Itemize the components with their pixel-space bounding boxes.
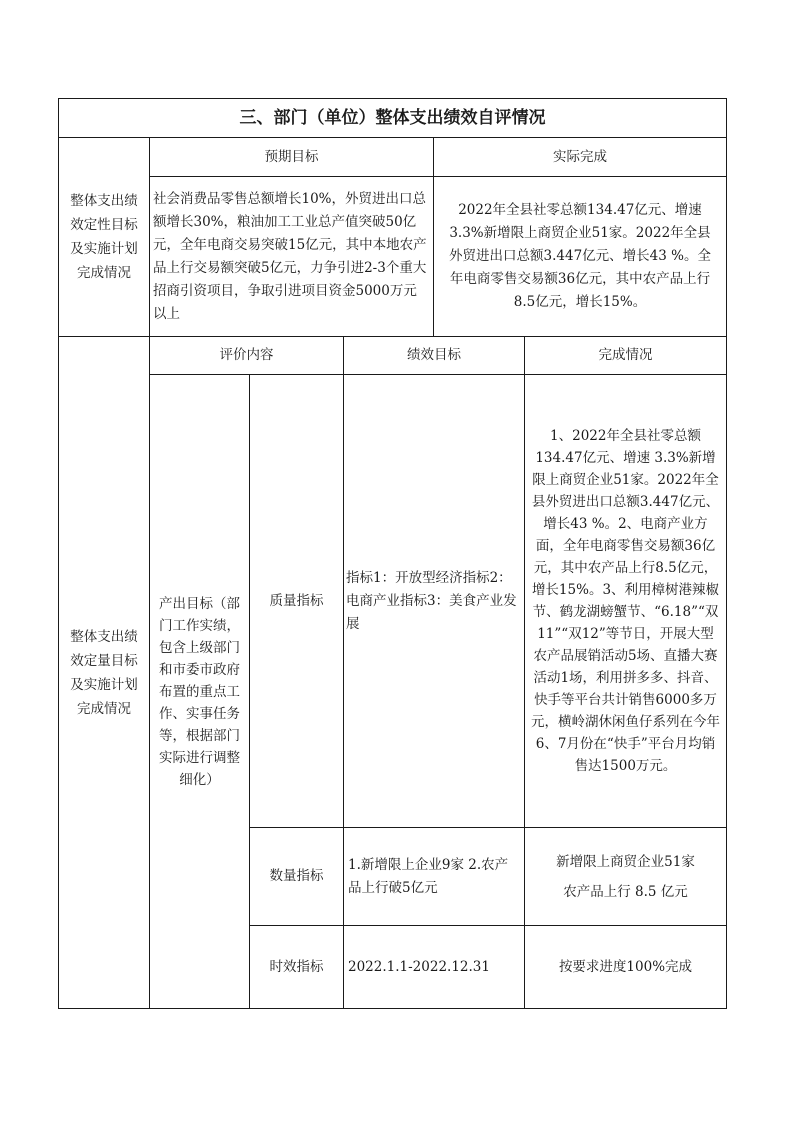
qualitative-row-label: 整体支出绩效定性目标及实施计划完成情况 <box>70 193 138 281</box>
quantity-indicator-target: 1.新增限上企业9家 2.农产品上行破5亿元 <box>348 856 509 896</box>
quantity-indicator-result <box>525 828 726 925</box>
actual-completion-text: 2022年全县社零总额134.47亿元、增速3.3%新增限上商贸企业51家。2022年全县外贸进出口总额3.447亿元、增长43 %。全年电商零售交易额36亿元，其中农产品上行8.5亿元，增长15%。 <box>449 202 711 310</box>
evaluation-content-header: 评价内容 <box>219 347 274 363</box>
expected-goal-header: 预期目标 <box>264 148 319 165</box>
output-goal-label: 产出目标（部门工作实绩，包含上级部门和市委市政府布置的重点工作、实事任务等，根据部门实际进行调整细化） <box>159 595 240 788</box>
quality-indicator-target: 指标1：开放型经济指标2：电商产业指标3：美食产业发展 <box>346 569 517 632</box>
timeliness-indicator-label: 时效指标 <box>269 958 324 975</box>
quantitative-row-label: 整体支出绩效定量目标及实施计划完成情况 <box>70 628 138 717</box>
performance-target-header: 绩效目标 <box>407 347 461 363</box>
completion-status-header: 完成情况 <box>598 347 653 363</box>
actual-completion-header: 实际完成 <box>553 148 607 165</box>
quality-indicator-result: 1、2022年全县社零总额134.47亿元、增速 3.3%新增限上商贸企业51家。2022年全县外贸进出口总额3.447亿元、增长43 %。2、电商产业方面，全年电商零售交易额36亿元，其中农产品上行8.5亿元，增长15%。3、利用樟树港辣椒节、鹤龙湖螃蟹节、“6.18”“双11”“双12”等节日，开展大型农产品展销活动5场、直播大赛活动1场，利用拼多多、抖音、快手等平台共计销售6000多万元，横岭湖休闲鱼仔系列在今年6、7月份在“快手”平台月均销售达1500万元。 <box>531 428 720 774</box>
timeliness-indicator-result: 按要求进度100%完成 <box>558 958 693 975</box>
rule <box>58 1008 727 1009</box>
timeliness-indicator-target: 2022.1.1-2022.12.31 <box>348 958 490 975</box>
rule <box>726 98 727 1009</box>
quantity-indicator-label: 数量指标 <box>269 868 324 884</box>
quality-indicator-label: 质量指标 <box>269 592 324 609</box>
expected-goal-text: 社会消费品零售总额增长10%，外贸进出口总额增长30%，粮油加工工业总产值突破50亿元，全年电商交易突破15亿元，其中本地农产品上行交易额突破5亿元，力争引进2-3个重大招商引资项目，争取引进项目资金5000万元以上 <box>153 190 427 322</box>
quantity-result-line1: 新增限上商贸企业51家 <box>556 853 695 870</box>
section-title: 三、部门（单位）整体支出绩效自评情况 <box>239 107 546 128</box>
quantity-result-line2: 农产品上行 8.5 亿元 <box>563 883 688 900</box>
